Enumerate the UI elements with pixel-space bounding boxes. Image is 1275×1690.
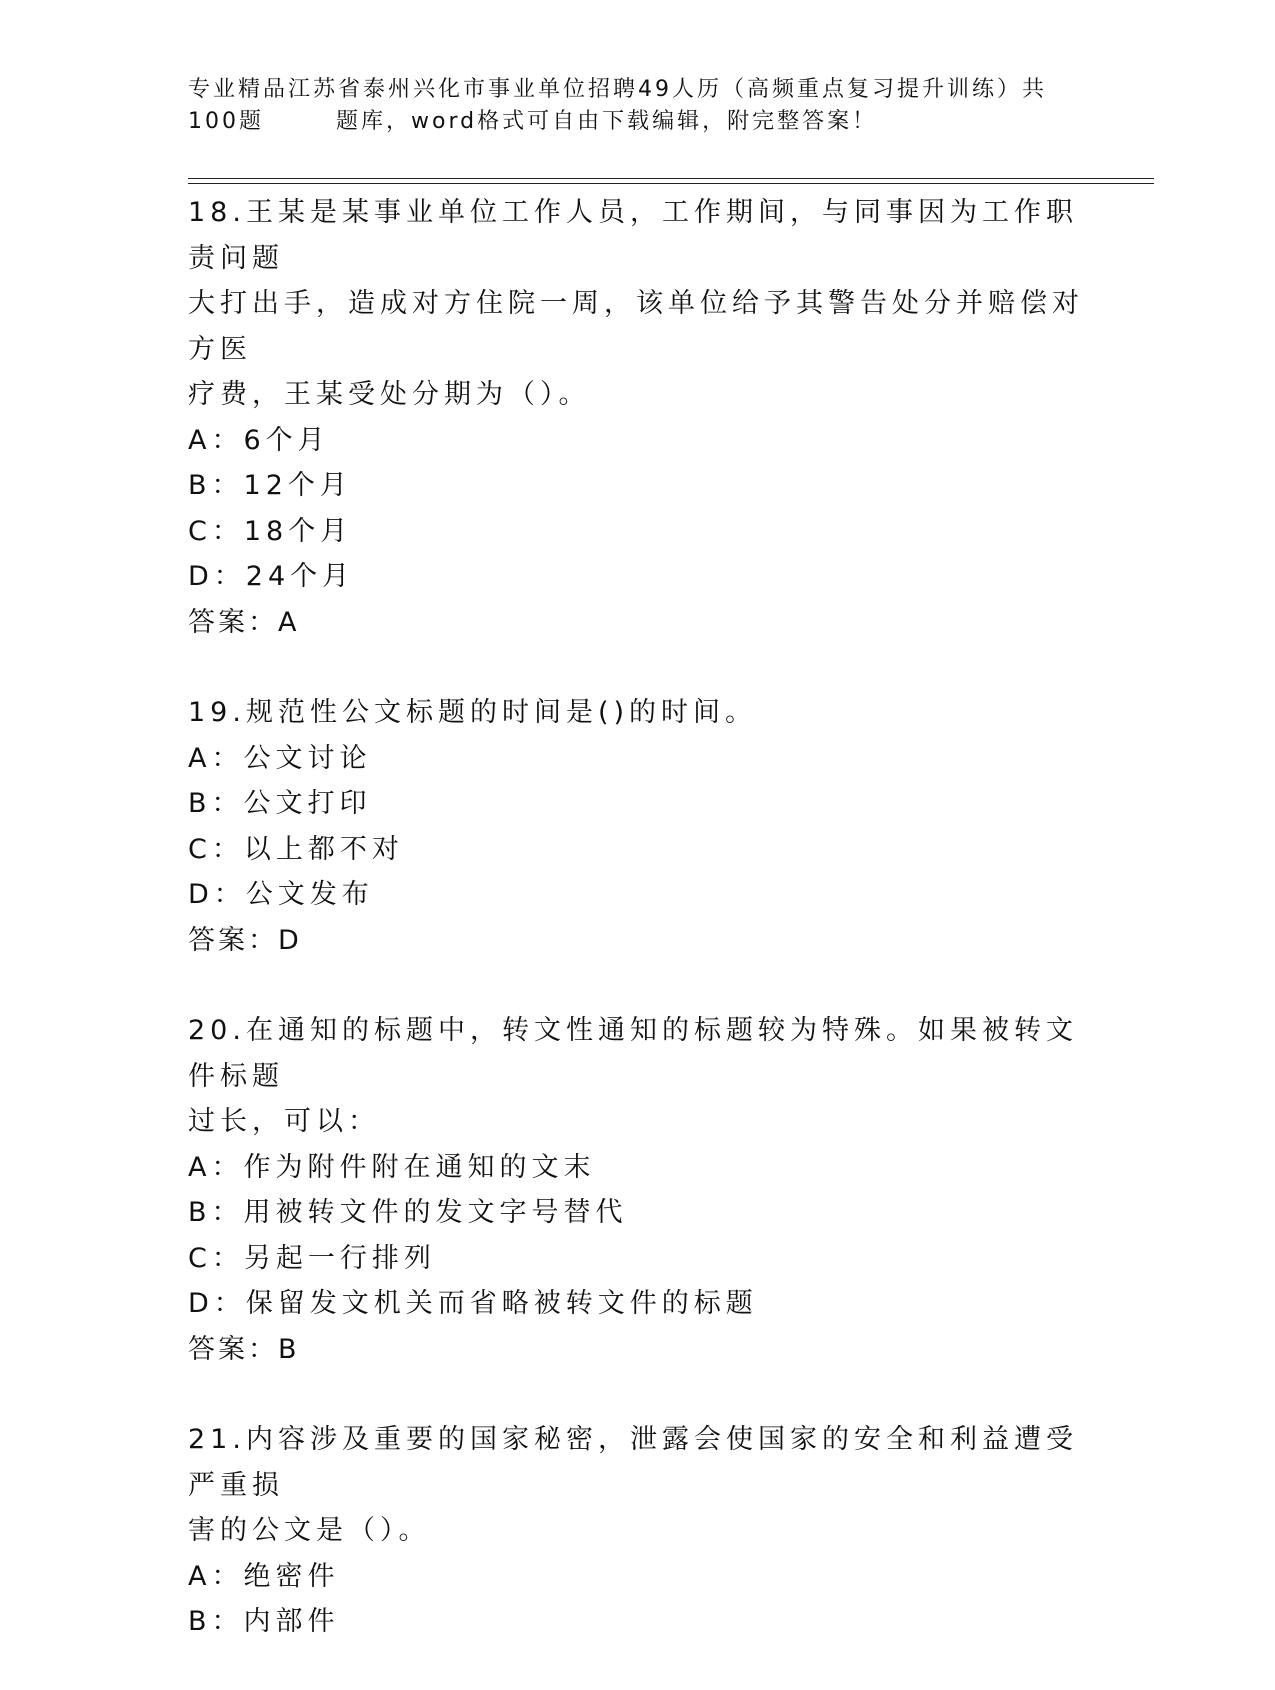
header-divider-top [188, 178, 1154, 179]
document-header [188, 74, 1088, 138]
question-text-line: 过长，可以： [188, 1106, 380, 1137]
header-line-2 [188, 106, 1088, 138]
question-text-line: 18.王某是某事业单位工作人员，工作期间，与同事因为工作职责问题 [188, 197, 1078, 274]
question-list [188, 190, 1088, 1690]
option-b: B：公文打印 [188, 788, 372, 819]
option-a: A：绝密件 [188, 1560, 340, 1592]
question-text-line: 害的公文是（）。 [188, 1515, 431, 1546]
question-text-line: 疗费，王某受处分期为（）。 [188, 379, 591, 410]
question-20 [188, 1008, 1088, 1372]
option-a: A：作为附件附在通知的文末 [188, 1151, 596, 1183]
question-text-line: 19.规范性公文标题的时间是()的时间。 [188, 697, 758, 728]
answer: 答案：B [188, 1333, 300, 1365]
option-a: A：公文讨论 [188, 742, 372, 774]
option-c: C：以上都不对 [188, 833, 404, 865]
option-b: B：用被转文件的发文字号替代 [188, 1197, 628, 1228]
option-c: C：另起一行排列 [188, 1242, 436, 1274]
option-b: B：内部件 [188, 1606, 340, 1637]
question-19 [188, 690, 1088, 963]
question-21 [188, 1417, 1088, 1645]
question-text-line: 20.在通知的标题中，转文性通知的标题较为特殊。如果被转文件标题 [188, 1015, 1078, 1092]
header-line-2-left: 100题 [188, 109, 264, 134]
option-d: D：24个月 [188, 561, 355, 592]
header-line-2-right: 题库，word格式可自由下载编辑，附完整答案！ [336, 109, 878, 134]
header-divider-bottom [188, 183, 1154, 184]
option-d: D：保留发文机关而省略被转文件的标题 [188, 1288, 758, 1319]
question-text-line: 大打出手，造成对方住院一周，该单位给予其警告处分并赔偿对方医 [188, 288, 1084, 365]
option-b: B：12个月 [188, 470, 352, 501]
option-d: D：公文发布 [188, 879, 374, 910]
option-c: C：18个月 [188, 515, 353, 547]
question-18 [188, 190, 1088, 645]
answer: 答案：A [188, 606, 300, 638]
question-text-line: 21.内容涉及重要的国家秘密，泄露会使国家的安全和利益遭受严重损 [188, 1424, 1078, 1501]
answer: 答案：D [188, 924, 302, 956]
option-a: A：6个月 [188, 424, 330, 456]
header-line-1: 专业精品江苏省泰州兴化市事业单位招聘49人历（高频重点复习提升训练）共 [188, 77, 1047, 102]
